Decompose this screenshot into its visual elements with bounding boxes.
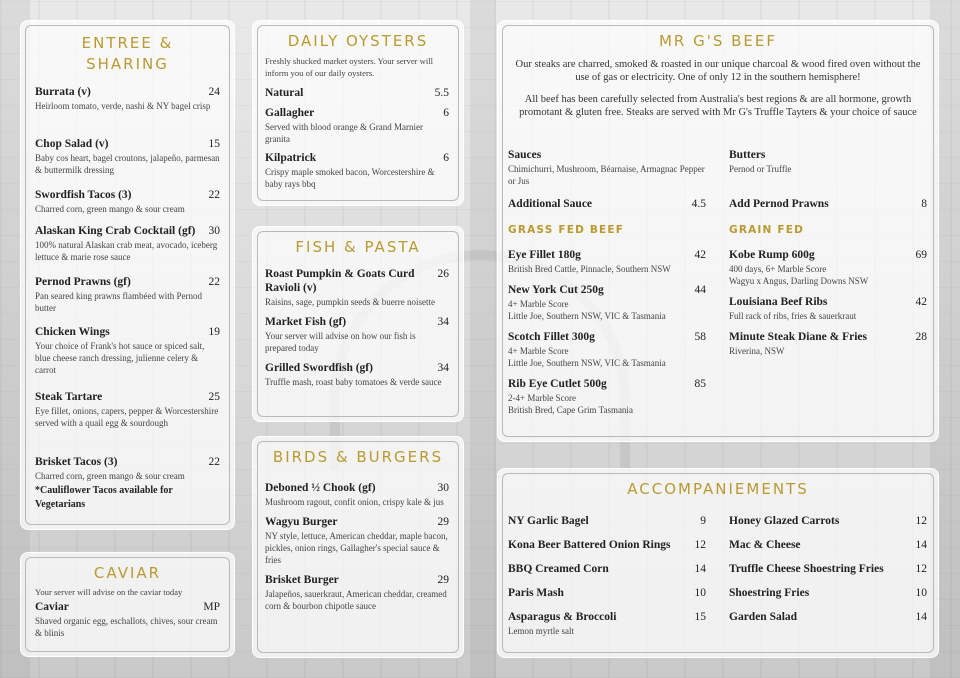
menu-item xyxy=(35,188,220,215)
fish-pasta-list xyxy=(265,267,449,388)
item-price: 12 xyxy=(915,563,927,575)
item-desc: 400 days, 6+ Marble Score Wagyu x Angus, Darling Downs NSW xyxy=(729,264,869,286)
item-desc: NY style, lettuce, American cheddar, maple bacon, pickles, onion rings, Gallagher's special sauce & fries xyxy=(265,531,448,565)
item-name: Mac & Cheese xyxy=(729,539,801,551)
menu-item xyxy=(729,514,927,528)
menu-item xyxy=(729,586,927,600)
item-price: 12 xyxy=(694,539,706,551)
menu-item xyxy=(729,248,927,287)
item-price: 42 xyxy=(915,296,927,308)
item-name: Add Pernod Prawns xyxy=(729,198,829,210)
item-desc: Heirloom tomato, verde, nashi & NY bagel crisp xyxy=(35,101,211,111)
item-name: Truffle Cheese Shoestring Fries xyxy=(729,563,884,575)
sauces-block xyxy=(508,148,706,187)
mr-gs-beef-title: MR G'S BEEF xyxy=(658,32,778,50)
item-name: Natural xyxy=(265,87,304,99)
butters-block xyxy=(729,148,927,175)
menu-item xyxy=(508,610,706,637)
item-name: BBQ Creamed Corn xyxy=(508,563,609,575)
menu-item xyxy=(35,224,220,263)
item-name: Caviar xyxy=(35,601,69,613)
item-desc: Eye fillet, onions, capers, pepper & Worcestershire served with a quail egg & sourdough xyxy=(35,406,219,428)
caviar-intro: Your server will advise on the caviar today xyxy=(35,587,183,597)
menu-item xyxy=(265,573,449,612)
item-name: Minute Steak Diane & Fries xyxy=(729,331,867,343)
item-name: Brisket Burger xyxy=(265,574,339,586)
menu-item xyxy=(265,361,449,388)
item-price: 22 xyxy=(208,189,220,201)
item-price: 4.5 xyxy=(691,198,706,210)
fish-pasta-title: FISH & PASTA xyxy=(295,238,421,256)
sauces-desc: Chimichurri, Mushroom, Béarnaise, Armagnac Pepper or Jus xyxy=(508,164,705,186)
item-desc: Charred corn, green mango & sour cream xyxy=(35,471,185,481)
entree-sharing-panel xyxy=(20,20,235,530)
item-name: New York Cut 250g xyxy=(508,284,604,296)
accompaniements-panel xyxy=(497,468,939,658)
item-price: 5.5 xyxy=(434,87,449,99)
caviar-item xyxy=(35,600,220,614)
item-name: Swordfish Tacos (3) xyxy=(35,189,132,201)
item-name: Gallagher xyxy=(265,107,315,119)
additional-sauce-item xyxy=(508,197,706,211)
menu-item xyxy=(265,267,449,308)
item-desc: Riverina, NSW xyxy=(729,346,785,356)
menu-item xyxy=(508,514,706,528)
item-desc: Jalapeños, sauerkraut, American cheddar, creamed corn & bourbon chipotle sauce xyxy=(265,589,447,611)
accompaniements-left-list xyxy=(508,514,706,637)
item-price: 58 xyxy=(694,331,706,343)
item-price: 6 xyxy=(443,152,449,164)
cauliflower-tacos-note: *Cauliflower Tacos available for Vegetarians xyxy=(35,485,173,510)
birds-burgers-title: BIRDS & BURGERS xyxy=(272,448,444,466)
menu-item xyxy=(35,275,220,314)
menu-item xyxy=(729,295,927,322)
menu-item xyxy=(508,330,706,369)
menu-item xyxy=(508,283,706,322)
grass-fed-heading: GRASS FED BEEF xyxy=(508,224,625,236)
item-price: 9 xyxy=(700,515,706,527)
item-desc: Served with blood orange & Grand Marnier granita xyxy=(265,122,423,144)
item-name: Asparagus & Broccoli xyxy=(508,611,617,623)
item-name: Alaskan King Crab Cocktail (gf) xyxy=(35,225,196,237)
item-desc: Charred corn, green mango & sour cream xyxy=(35,204,185,214)
item-price: 44 xyxy=(694,284,706,296)
menu-item xyxy=(35,390,220,429)
menu-item xyxy=(265,86,449,100)
item-price: 29 xyxy=(437,574,449,586)
item-name: Kobe Rump 600g xyxy=(729,249,815,261)
item-price: 26 xyxy=(437,268,449,280)
fish-pasta-panel xyxy=(252,226,464,422)
grass-fed-list xyxy=(508,248,706,416)
item-desc: British Bred Cattle, Pinnacle, Southern NSW xyxy=(508,264,671,274)
item-price: 14 xyxy=(694,563,706,575)
item-name: Louisiana Beef Ribs xyxy=(729,296,828,308)
item-desc: Full rack of ribs, fries & sauerkraut xyxy=(729,311,857,321)
menu-item xyxy=(729,562,927,576)
item-price: 22 xyxy=(208,276,220,288)
birds-burgers-list xyxy=(265,481,449,612)
grain-fed-list xyxy=(729,248,927,357)
item-desc: 2-4+ Marble Score British Bred, Cape Grim Tasmania xyxy=(508,393,633,415)
item-name: Rib Eye Cutlet 500g xyxy=(508,378,607,390)
item-name: Steak Tartare xyxy=(35,391,103,403)
item-name: Market Fish (gf) xyxy=(265,316,347,328)
item-name: Kilpatrick xyxy=(265,152,317,164)
menu-item xyxy=(729,610,927,624)
entree-sharing-title: ENTREE & SHARING xyxy=(81,34,174,73)
item-price: 34 xyxy=(437,316,449,328)
mr-gs-beef-panel xyxy=(497,20,939,442)
item-name: Roast Pumpkin & Goats Curd Ravioli (v) xyxy=(265,268,415,294)
item-name: Brisket Tacos (3) xyxy=(35,456,118,468)
menu-item xyxy=(729,538,927,552)
caviar-title: CAVIAR xyxy=(93,564,162,582)
item-price: 29 xyxy=(437,516,449,528)
menu-item xyxy=(35,85,220,112)
item-name: Pernod Prawns (gf) xyxy=(35,276,131,288)
menu-item xyxy=(265,106,449,145)
oysters-list xyxy=(265,55,449,190)
item-price: 14 xyxy=(915,539,927,551)
item-desc: Pan seared king prawns flambéed with Pernod butter xyxy=(35,291,202,313)
item-price: 10 xyxy=(694,587,706,599)
menu-item xyxy=(508,562,706,576)
item-name: Chop Salad (v) xyxy=(35,138,109,150)
item-price: 34 xyxy=(437,362,449,374)
item-name: Kona Beer Battered Onion Rings xyxy=(508,539,671,551)
item-name: Additional Sauce xyxy=(508,198,593,210)
grain-fed-heading: GRAIN FED xyxy=(729,224,805,236)
item-name: Garden Salad xyxy=(729,611,798,623)
item-price: 85 xyxy=(694,378,706,390)
menu-item xyxy=(265,481,449,508)
item-desc: Mushroom ragout, confit onion, crispy kale & jus xyxy=(265,497,444,507)
beef-intro-selection: All beef has been carefully selected from Australia's best regions & are all hormone, growth promotant & gluten free. Steaks are served with Mr G's Truffle Tayters & your choice of sauce xyxy=(519,94,917,118)
item-name: Scotch Fillet 300g xyxy=(508,331,595,343)
menu-item xyxy=(729,330,927,357)
item-price: 30 xyxy=(208,225,220,237)
menu-item xyxy=(508,377,706,416)
item-name: Eye Fillet 180g xyxy=(508,249,581,261)
add-pernod-prawns-item xyxy=(729,197,927,211)
item-price: 15 xyxy=(694,611,706,623)
item-name: Shoestring Fries xyxy=(729,587,810,599)
item-desc: Shaved organic egg, eschallots, chives, sour cream & blinis xyxy=(35,616,218,638)
caviar-panel xyxy=(20,552,235,657)
item-desc: Baby cos heart, bagel croutons, jalapeño, parmesan & buttermilk dressing xyxy=(35,153,220,175)
menu-item xyxy=(265,151,449,190)
menu-item xyxy=(35,455,220,512)
item-price: 10 xyxy=(915,587,927,599)
item-desc: Your choice of Frank's hot sauce or spiced salt, blue cheese ranch dressing, julienne celery & carrot xyxy=(35,341,205,375)
menu-item xyxy=(35,325,220,376)
item-price: 30 xyxy=(437,482,449,494)
item-name: NY Garlic Bagel xyxy=(508,515,589,527)
item-desc: 4+ Marble Score Little Joe, Southern NSW, VIC & Tasmania xyxy=(508,299,666,321)
item-desc: 4+ Marble Score Little Joe, Southern NSW, VIC & Tasmania xyxy=(508,346,666,368)
menu-item xyxy=(508,538,706,552)
menu-item xyxy=(508,248,706,275)
birds-burgers-panel xyxy=(252,436,464,658)
item-desc: Lemon myrtle salt xyxy=(508,626,574,636)
item-desc: Your server will advise on how our fish is prepared today xyxy=(265,331,416,353)
beef-intro-charcoal: Our steaks are charred, smoked & roasted in our unique charcoal & wood fired oven without the use of gas or electricity. One of only 12 in the southern hemisphere! xyxy=(515,59,921,83)
oysters-intro: Freshly shucked market oysters. Your server will inform you of our daily oysters. xyxy=(265,56,434,78)
item-price: MP xyxy=(203,601,220,613)
sauces-heading: Sauces xyxy=(508,149,542,161)
item-price: 25 xyxy=(208,391,220,403)
item-name: Grilled Swordfish (gf) xyxy=(265,362,373,374)
item-price: 12 xyxy=(915,515,927,527)
item-desc: Crispy maple smoked bacon, Worcestershire & baby rays bbq xyxy=(265,167,435,189)
item-desc: 100% natural Alaskan crab meat, avocado, iceberg lettuce & marie rose sauce xyxy=(35,240,218,262)
menu-item xyxy=(35,137,220,176)
daily-oysters-title: DAILY OYSTERS xyxy=(287,32,429,50)
item-price: 19 xyxy=(208,326,220,338)
item-name: Deboned ½ Chook (gf) xyxy=(265,482,376,494)
item-price: 24 xyxy=(208,86,220,98)
item-price: 14 xyxy=(915,611,927,623)
item-price: 69 xyxy=(915,249,927,261)
caviar-content xyxy=(35,586,220,639)
item-price: 15 xyxy=(208,138,220,150)
item-price: 8 xyxy=(921,198,927,210)
item-name: Wagyu Burger xyxy=(265,516,338,528)
item-name: Burrata (v) xyxy=(35,86,91,98)
item-desc: Raisins, sage, pumpkin seeds & buerre noisette xyxy=(265,297,435,307)
accompaniements-title: ACCOMPANIEMENTS xyxy=(627,480,809,498)
menu-item xyxy=(508,586,706,600)
item-desc: Truffle mash, roast baby tomatoes & verde sauce xyxy=(265,377,442,387)
item-price: 42 xyxy=(694,249,706,261)
butters-desc: Pernod or Truffle xyxy=(729,164,792,174)
item-name: Paris Mash xyxy=(508,587,564,599)
item-price: 28 xyxy=(915,331,927,343)
menu-item xyxy=(265,315,449,354)
item-price: 6 xyxy=(443,107,449,119)
daily-oysters-panel xyxy=(252,20,464,206)
item-price: 22 xyxy=(208,456,220,468)
butters-heading: Butters xyxy=(729,149,766,161)
menu-item xyxy=(265,515,449,566)
item-name: Chicken Wings xyxy=(35,326,110,338)
accompaniements-right-list xyxy=(729,514,927,624)
item-name: Honey Glazed Carrots xyxy=(729,515,840,527)
